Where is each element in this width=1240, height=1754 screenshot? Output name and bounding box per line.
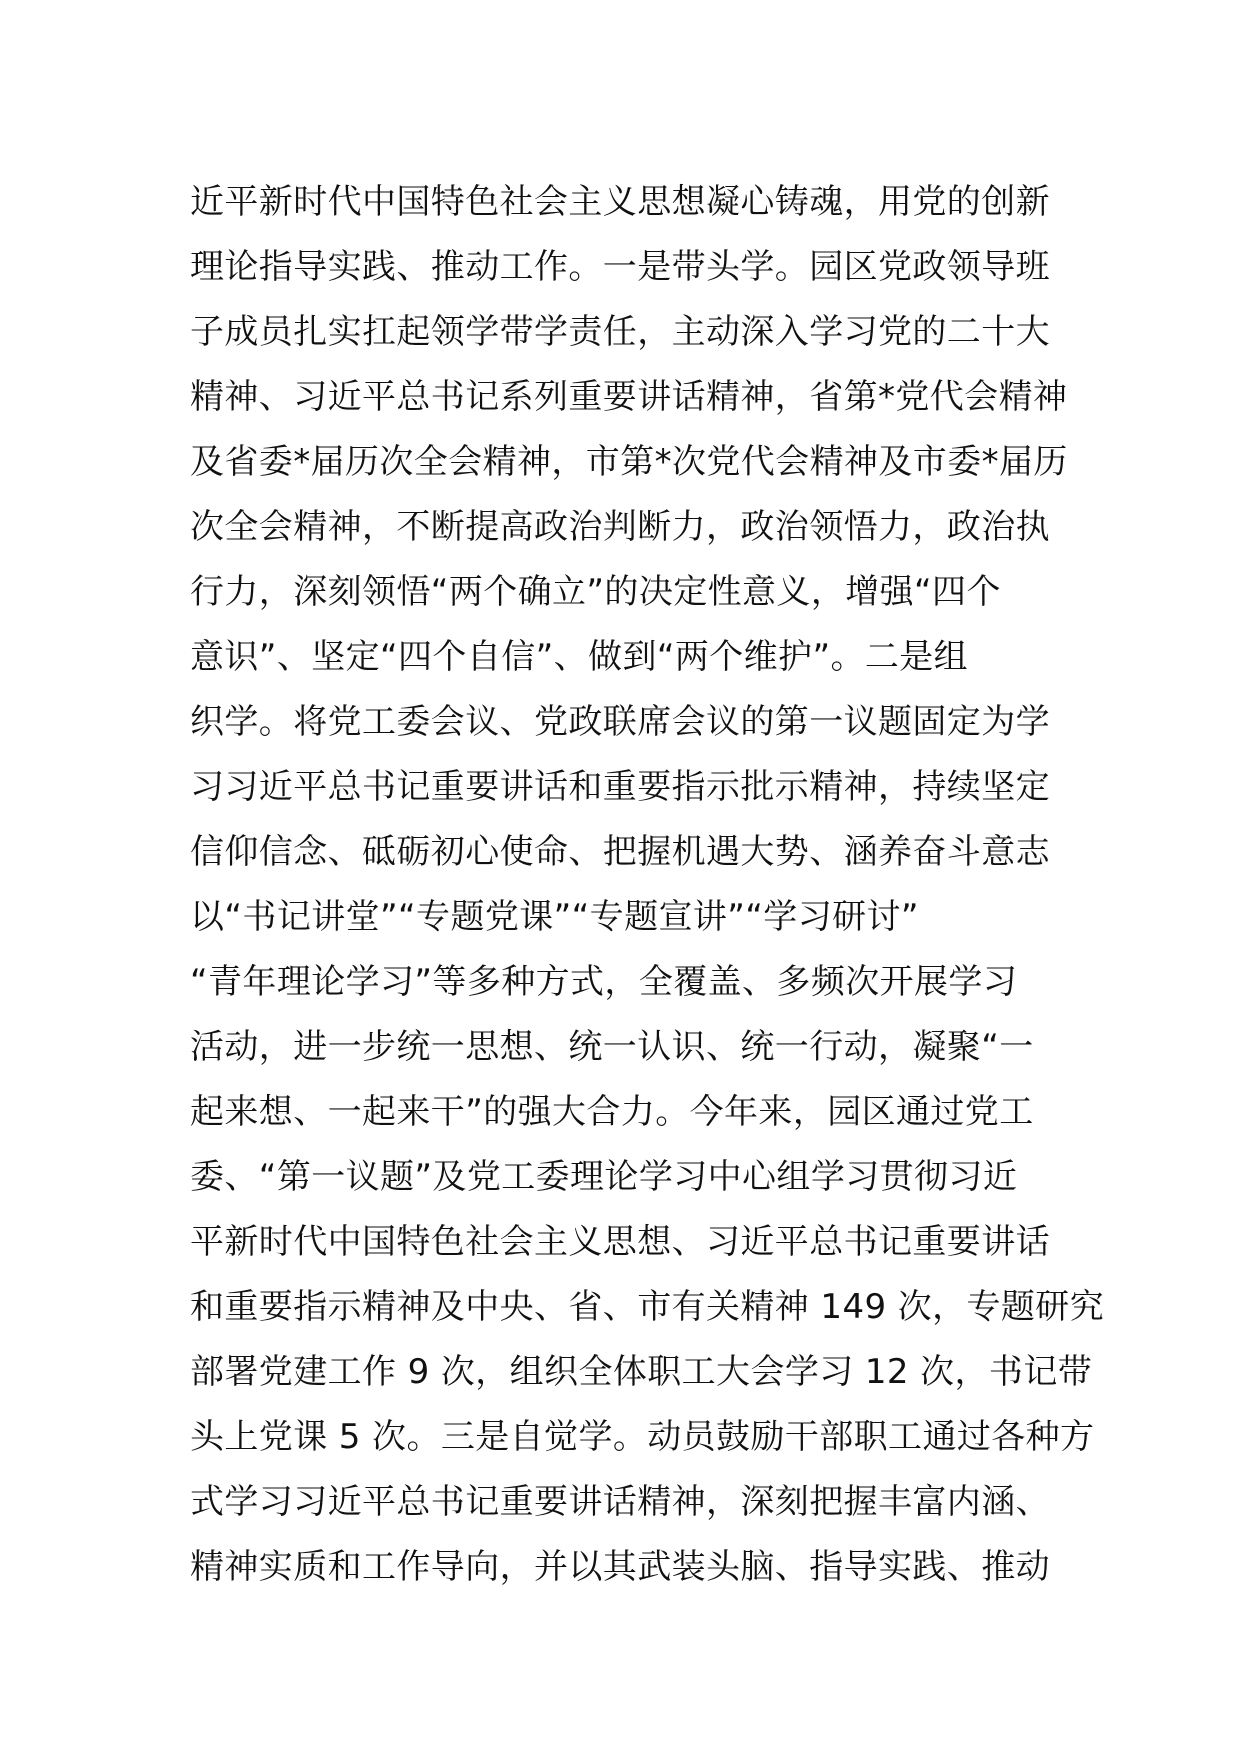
text-line: 行力，深刻领悟“两个确立”的决定性意义，增强“四个 [190, 572, 1001, 612]
text-line: 部署党建工作 9 次，组织全体职工大会学习 12 次，书记带 [190, 1352, 1093, 1392]
text-line: 理论指导实践、推动工作。一是带头学。园区党政领导班 [190, 247, 1050, 287]
text-line: 以“书记讲堂”“专题党课”“专题宣讲”“学习研讨” [190, 897, 919, 937]
text-line: 习习近平总书记重要讲话和重要指示批示精神，持续坚定 [190, 767, 1050, 807]
text-line: 平新时代中国特色社会主义思想、习近平总书记重要讲话 [190, 1222, 1050, 1262]
text-line: 活动，进一步统一思想、统一认识、统一行动，凝聚“一 [190, 1027, 1034, 1067]
text-line: 子成员扎实扛起领学带学责任，主动深入学习党的二十大 [190, 312, 1050, 352]
text-line: 近平新时代中国特色社会主义思想凝心铸魂，用党的创新 [190, 182, 1050, 222]
body-paragraph [190, 170, 1105, 1600]
text-line: 和重要指示精神及中央、省、市有关精神 149 次，专题研究 [190, 1287, 1105, 1327]
text-line: 头上党课 5 次。三是自觉学。动员鼓励干部职工通过各种方 [190, 1417, 1095, 1457]
text-line: “青年理论学习”等多种方式，全覆盖、多频次开展学习 [190, 962, 1018, 1002]
text-line: 委、“第一议题”及党工委理论学习中心组学习贯彻习近 [190, 1157, 1018, 1197]
text-line: 精神实质和工作导向，并以其武装头脑、指导实践、推动 [190, 1547, 1050, 1587]
text-line: 意识”、坚定“四个自信”、做到“两个维护”。二是组 [190, 637, 969, 677]
text-line: 织学。将党工委会议、党政联席会议的第一议题固定为学 [190, 702, 1050, 742]
text-line: 次全会精神，不断提高政治判断力，政治领悟力，政治执 [190, 507, 1050, 547]
text-line: 精神、习近平总书记系列重要讲话精神，省第*党代会精神 [190, 377, 1068, 417]
text-line: 式学习习近平总书记重要讲话精神，深刻把握丰富内涵、 [190, 1482, 1050, 1522]
text-line: 及省委*届历次全会精神，市第*次党代会精神及市委*届历 [190, 442, 1068, 482]
text-line: 信仰信念、砥砺初心使命、把握机遇大势、涵养奋斗意志 [190, 832, 1050, 872]
text-line: 起来想、一起来干”的强大合力。今年来，园区通过党工 [190, 1092, 1034, 1132]
